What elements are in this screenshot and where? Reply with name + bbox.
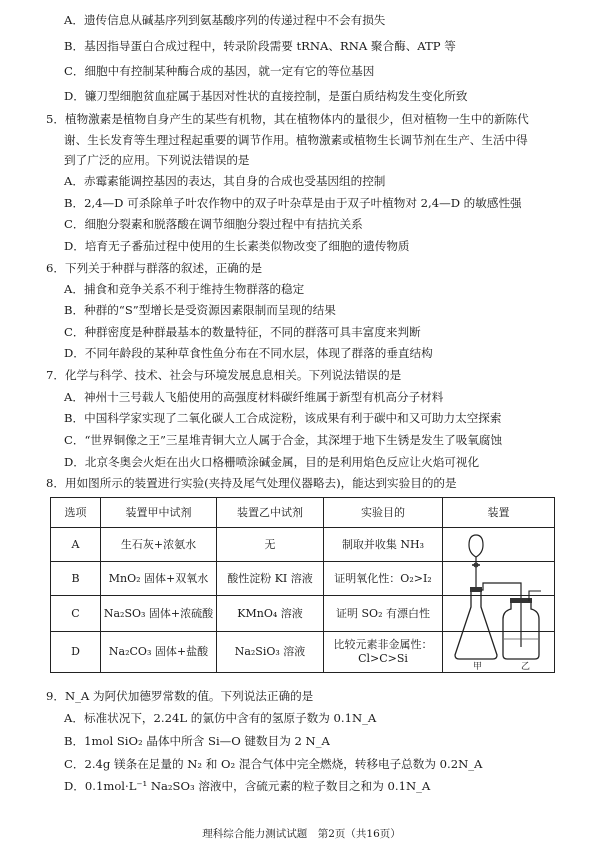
row-option: D [71,645,80,658]
q5-option-b: B．2,4—D 可杀除单子叶农作物中的双子叶杂草是由于双子叶植物对 2,4—D 的敏感性强 [64,196,522,210]
q8-table [50,497,555,673]
header-aim: 实验目的 [323,498,442,527]
q9-option-c: C．2.4g 镁条在足量的 N₂ 和 O₂ 混合气体中完全燃烧，转移电子总数为 0.2N_A [64,757,483,771]
page-footer: 理科综合能力测试试题 第2页（共16页） [202,828,401,840]
row-reagent-jia: Na₂SO₃ 固体+浓硫酸 [100,596,216,631]
q9-option-a: A．标准状况下，2.24L 的氯仿中含有的氢原子数为 0.1N_A [64,711,377,725]
q9-stem: 9．N_A 为阿伏加德罗常数的值。下列说法正确的是 [46,689,314,703]
q9-option-b: B．1mol SiO₂ 晶体中所含 Si—O 键数目为 2 N_A [64,734,330,748]
q9-option-d: D．0.1mol·L⁻¹ Na₂SO₃ 溶液中，含硫元素的粒子数目之和为 0.1N_A [64,779,431,793]
q7-option-c: C．“世界铜像之王”三星堆青铜大立人属于合金，其深埋于地下生锈是发生了吸氧腐蚀 [64,433,503,447]
row-reagent-yi: 酸性淀粉 KI 溶液 [216,562,323,595]
q4-option-d: D．镰刀型细胞贫血症属于基因对性状的直接控制，是蛋白质结构发生变化所致 [64,89,468,103]
q5-option-d: D．培育无子番茄过程中使用的生长素类似物改变了细胞的遗传物质 [64,239,410,253]
row-aim [323,632,442,672]
header-apparatus: 装置 [442,498,554,527]
apparatus-diagram [443,527,555,672]
q7-option-d: D．北京冬奥会火炬在出火口格栅喷涂碱金属，目的是利用焰色反应让火焰可视化 [64,455,480,469]
q4-option-a: A．遗传信息从碱基序列到氨基酸序列的传递过程中不会有损失 [64,13,386,27]
q8-stem: 8．用如图所示的装置进行实验(夹持及尾气处理仪器略去)，能达到实验目的的是 [46,476,457,490]
header-option: 选项 [64,505,87,519]
row-option: B [71,571,80,585]
row-reagent-jia: Na₂CO₃ 固体+盐酸 [100,632,216,672]
row-aim: 证明 SO₂ 有漂白性 [323,596,442,631]
q6-stem: 6．下列关于种群与群落的叙述，正确的是 [46,261,263,275]
row-aim: 制取并收集 NH₃ [323,528,442,561]
q7-option-a: A．神州十三号载人飞船使用的高强度材料碳纤维属于新型有机高分子材料 [64,390,444,404]
q7-option-b: B．中国科学家实现了二氧化碳人工合成淀粉，该成果有利于碳中和又可助力太空探索 [64,411,502,425]
q5-stem-line-3: 到了广泛的应用。下列说法错误的是 [64,153,250,167]
row-option: C [71,606,80,620]
q5-option-c: C．细胞分裂素和脱落酸在调节细胞分裂过程中有拮抗关系 [64,217,363,231]
q5-stem-line-1: 5．植物激素是植物自身产生的某些有机物，其在植物体内的量很少，但对植物一生中的新陈代 [46,112,529,126]
q7-stem: 7．化学与科学、技术、社会与环境发展息息相关。下列说法错误的是 [46,368,402,382]
apparatus-label-yi: 乙 [521,661,531,671]
header-reagent-jia: 装置甲中试剂 [100,498,216,527]
row-reagent-jia: 生石灰+浓氨水 [100,528,216,561]
header-reagent-yi: 装置乙中试剂 [216,498,323,527]
row-reagent-yi: Na₂SiO₃ 溶液 [216,632,323,672]
table-header-row [51,498,554,527]
q5-stem-line-2: 谢、生长发育等生理过程起重要的调节作用。植物激素或植物生长调节剂在生产、生活中得 [64,133,528,147]
apparatus-label-jia: 甲 [473,661,483,671]
row-option: A [71,537,80,551]
q6-option-c: C．种群密度是种群最基本的数量特征，不同的群落可具丰富度来判断 [64,325,421,339]
row-reagent-jia: MnO₂ 固体+双氧水 [100,562,216,595]
q6-option-d: D．不同年龄段的某种草食性鱼分布在不同水层，体现了群落的垂直结构 [64,346,433,360]
row-reagent-yi: KMnO₄ 溶液 [216,596,323,631]
q6-option-a: A．捕食和竞争关系不利于维持生物群落的稳定 [64,282,305,296]
row-aim-line-2: Cl>C>Si [358,652,408,665]
q6-option-b: B．种群的“S”型增长是受资源因素限制而呈现的结果 [64,303,336,317]
q4-option-c: C．细胞中有控制某种酶合成的基因，就一定有它的等位基因 [64,64,375,78]
row-aim-line-1: 比较元素非金属性： [333,638,433,651]
q4-option-b: B．基因指导蛋白合成过程中，转录阶段需要 tRNA、RNA 聚合酶、ATP 等 [64,39,456,53]
q5-option-a: A．赤霉素能调控基因的表达，其自身的合成也受基因组的控制 [64,174,386,188]
row-aim: 证明氧化性：O₂>I₂ [323,562,442,595]
row-reagent-yi: 无 [216,528,323,561]
apparatus-cell [442,527,554,672]
